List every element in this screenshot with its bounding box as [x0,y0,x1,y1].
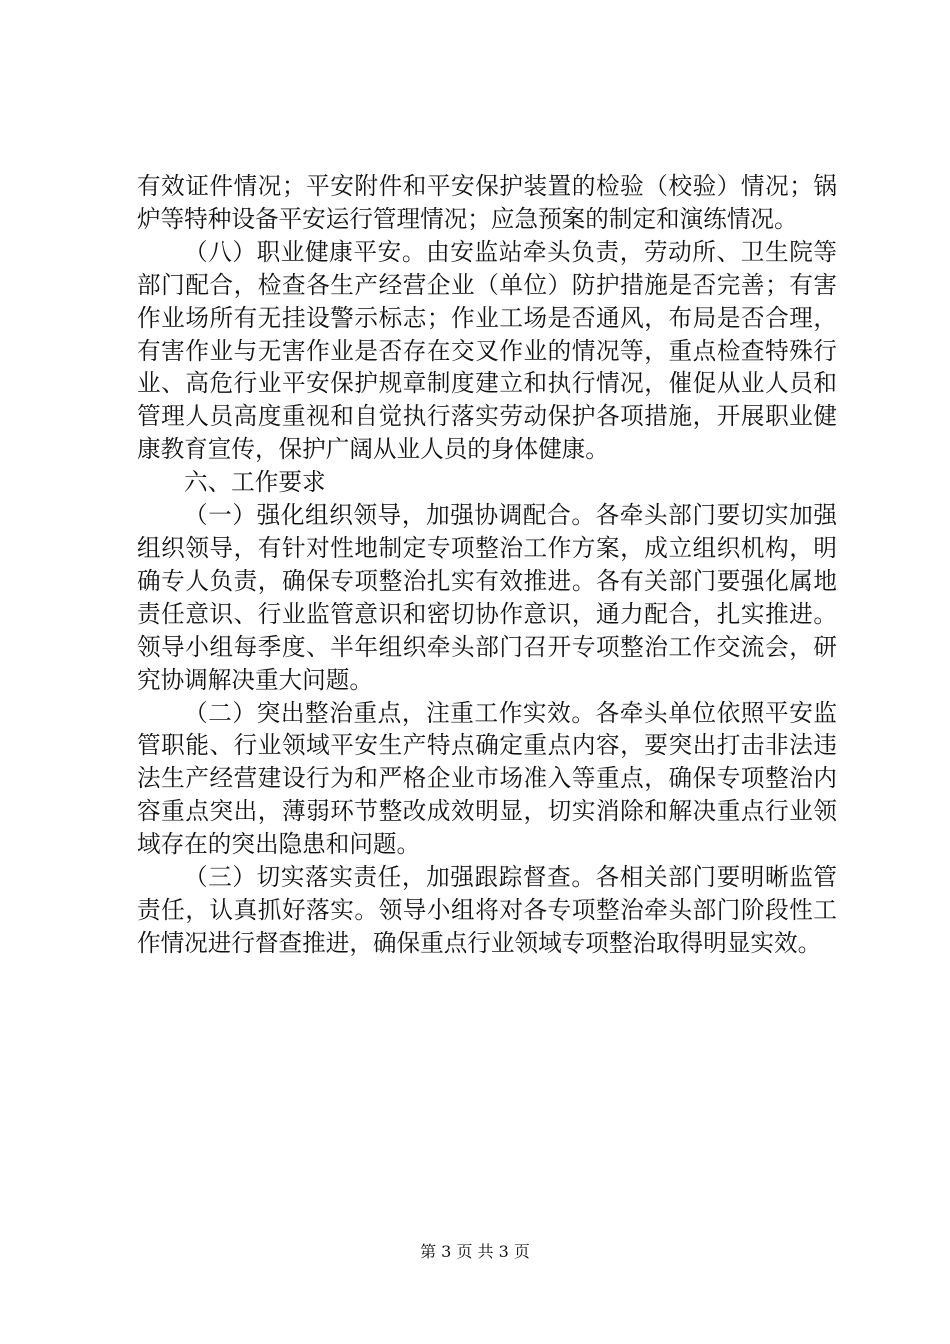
paragraph-occupational-health: （八）职业健康平安。由安监站牵头负责，劳动所、卫生院等部门配合，检查各生产经营企业（单位）防护措施是否完善；有害作业场所有无挂设警示标志；作业工场是否通风，布局是否合理，有害作业与无害作业是否存在交叉作业的情况等，重点检查特殊行业、高危行业平安保护规章制度建立和执行情况，催促从业人员和管理人员高度重视和自觉执行落实劳动保护各项措施，开展职业健康教育宣传，保护广阔从业人员的身体健康。 [137,237,837,464]
paragraph-organization-leadership: （一）强化组织领导，加强协调配合。各牵头部门要切实加强组织领导，有针对性地制定专项整治工作方案，成立组织机构，明确专人负责，确保专项整治扎实有效推进。各有关部门要强化属地责任意识、行业监管意识和密切协作意识，通力配合，扎实推进。领导小组每季度、半年组织牵头部门召开专项整治工作交流会，研究协调解决重大问题。 [137,501,837,694]
paragraph-rectification-focus: （二）突出整治重点，注重工作实效。各牵头单位依照平安监管职能、行业领域平安生产特点确定重点内容，要突出打击非法违法生产经营建设行为和严格企业市场准入等重点，确保专项整治内容重点突出，薄弱环节整改成效明显，切实消除和解决重点行业领域存在的突出隐患和问题。 [137,698,837,859]
section-heading-work-requirements: 六、工作要求 [184,468,326,497]
document-body [137,170,837,960]
paragraph-responsibility-supervision: （三）切实落实责任，加强跟踪督查。各相关部门要明晰监管责任，认真抓好落实。领导小组将对各专项整治牵头部门阶段性工作情况进行督查推进，确保重点行业领域专项整治取得明显实效。 [137,863,837,957]
paragraph-continuation: 有效证件情况；平安附件和平安保护装置的检验（校验）情况；锅炉等特种设备平安运行管理情况；应急预案的制定和演练情况。 [137,172,837,233]
page-footer [0,1242,950,1262]
page-number-label: 第 3 页 共 3 页 [420,1242,530,1261]
